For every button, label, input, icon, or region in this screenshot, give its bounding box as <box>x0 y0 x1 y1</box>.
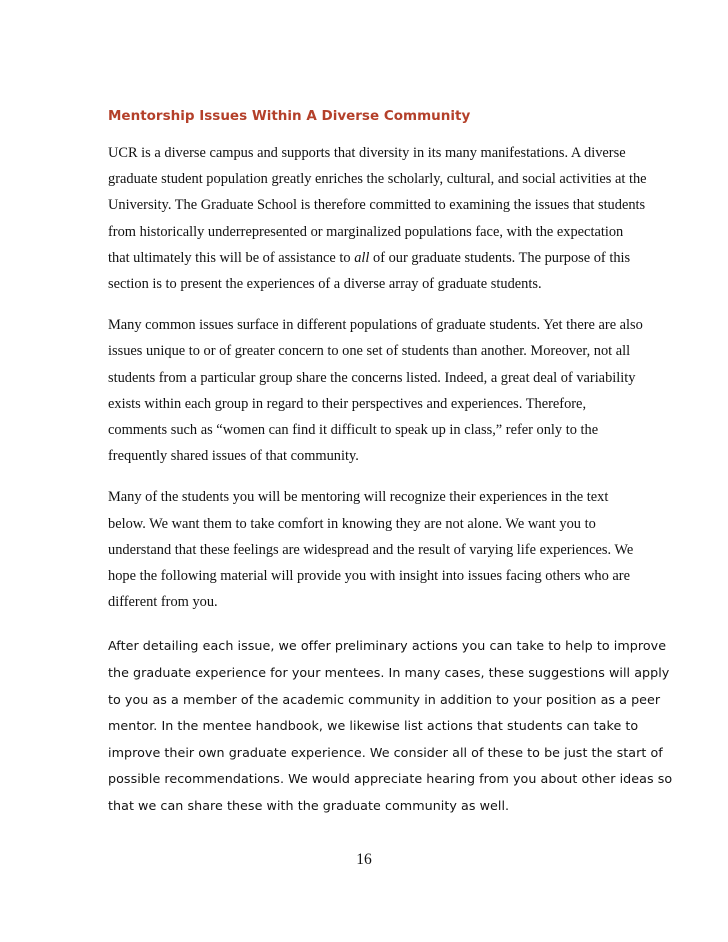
text-line: comments such as “women can find it difficult to speak up in class,” refer only to the <box>108 422 599 439</box>
text-line: graduate student population greatly enriches the scholarly, cultural, and social activities at the <box>108 171 647 188</box>
emphasis-all: all <box>354 249 370 266</box>
text-line: After detailing each issue, we offer preliminary actions you can take to help to improve <box>108 638 667 654</box>
text-line: Many common issues surface in different populations of graduate students. Yet there are also <box>108 317 643 334</box>
text-line: from historically underrepresented or marginalized populations face, with the expectation <box>108 223 624 240</box>
paragraph-preliminary-actions <box>108 633 673 819</box>
text-line: UCR is a diverse campus and supports that diversity in its many manifestations. A diverse <box>108 145 626 161</box>
text-run: of our graduate students. The purpose of this <box>369 249 631 266</box>
paragraph-diversity-intro <box>108 140 648 297</box>
text-line: improve their own graduate experience. We consider all of these to be just the start of <box>108 744 663 760</box>
paragraph-mentoring-experiences <box>108 484 648 615</box>
text-line: issues unique to or of greater concern to one set of students than another. Moreover, not all <box>108 343 631 360</box>
text-line: different from you. <box>108 594 218 611</box>
text-line: that we can share these with the graduate community as well. <box>108 798 510 814</box>
text-line: hope the following material will provide you with insight into issues facing others who are <box>108 568 630 585</box>
text-line <box>108 245 648 271</box>
text-line: Many of the students you will be mentoring will recognize their experiences in the text <box>108 489 609 506</box>
page-number: 16 <box>356 851 372 868</box>
text-line: section is to present the experiences of a diverse array of graduate students. <box>108 276 542 293</box>
text-line: understand that these feelings are widespread and the result of varying life experiences. We <box>108 541 634 558</box>
paragraph-common-issues <box>108 312 648 469</box>
text-line: frequently shared issues of that community. <box>108 448 359 465</box>
text-line: possible recommendations. We would appreciate hearing from you about other ideas so <box>108 771 673 787</box>
text-line: the graduate experience for your mentees. In many cases, these suggestions will apply <box>108 665 670 681</box>
text-line: students from a particular group share the concerns listed. Indeed, a great deal of variability <box>108 369 636 386</box>
text-line: to you as a member of the academic community in addition to your position as a peer <box>108 691 661 707</box>
text-line: exists within each group in regard to their perspectives and experiences. Therefore, <box>108 395 587 412</box>
text-line: University. The Graduate School is therefore committed to examining the issues that students <box>108 197 646 214</box>
text-line: below. We want them to take comfort in knowing they are not alone. We want you to <box>108 515 596 532</box>
text-run: that ultimately this will be of assistance to <box>108 249 355 266</box>
text-line: mentor. In the mentee handbook, we likewise list actions that students can take to <box>108 718 639 734</box>
section-heading: Mentorship Issues Within A Diverse Community <box>108 108 471 124</box>
page-content <box>108 103 673 835</box>
